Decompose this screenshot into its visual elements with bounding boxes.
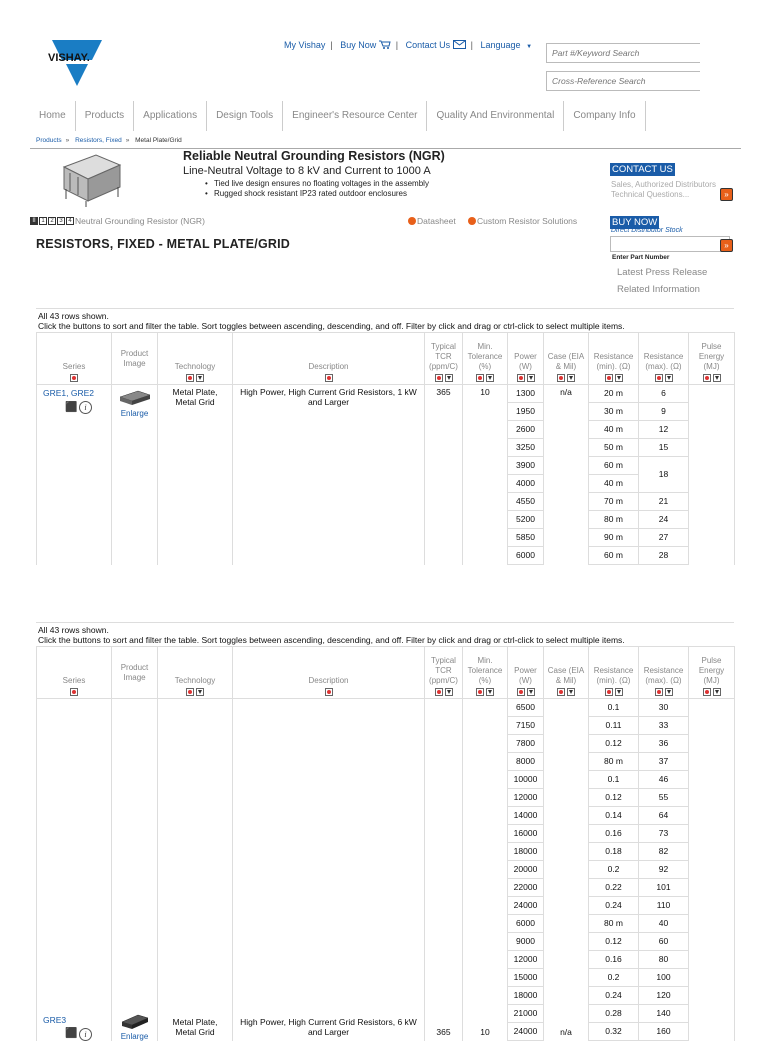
banner-pager — [30, 216, 205, 226]
ngr-product-image[interactable] — [56, 151, 124, 209]
power-cell: 15000 — [508, 969, 544, 987]
tolerance-cell: 10 — [463, 385, 508, 565]
col-power: Power (W) — [508, 647, 544, 699]
pdf-icon[interactable]: ⬛ — [65, 1028, 78, 1039]
sort-button[interactable] — [517, 688, 525, 696]
col-power: Power (W) — [508, 333, 544, 385]
filter-button[interactable] — [567, 374, 575, 382]
rmin-cell: 0.16 — [589, 951, 639, 969]
image-cell — [112, 699, 158, 915]
datasheet-link[interactable] — [408, 216, 456, 226]
technology-cell — [158, 699, 233, 915]
tcr-cell: 365 — [425, 915, 463, 1041]
rmax-cell: 30 — [639, 699, 689, 717]
filter-button[interactable] — [713, 688, 721, 696]
power-cell: 22000 — [508, 879, 544, 897]
power-cell: 14000 — [508, 807, 544, 825]
rmin-cell: 0.12 — [589, 933, 639, 951]
rmax-cell: 46 — [639, 771, 689, 789]
sort-button[interactable] — [655, 688, 663, 696]
logo-text: VISHAY. — [48, 52, 90, 64]
top-nav: My Vishay | Buy Now | Contact Us | Language ▼ — [284, 40, 533, 50]
power-cell: 1300 — [508, 385, 544, 403]
pulse-cell — [689, 385, 735, 565]
feature-subtitle: Line-Neutral Voltage to 8 kV and Current to 1000 A — [183, 165, 431, 177]
col-tolerance: Min. Tolerance (%) — [463, 333, 508, 385]
power-cell: 4000 — [508, 475, 544, 493]
rmin-cell: 0.11 — [589, 717, 639, 735]
filter-button[interactable] — [486, 374, 494, 382]
pulse-cell — [689, 915, 735, 1041]
tcr-cell: 365 — [425, 385, 463, 565]
nav-applications[interactable]: Applications — [134, 101, 207, 131]
power-cell: 10000 — [508, 771, 544, 789]
rmax-cell: 80 — [639, 951, 689, 969]
power-cell: 1950 — [508, 403, 544, 421]
table-instructions: Click the buttons to sort and filter the table. Sort toggles between ascending, descending, and off. Filter by click and drag or ctrl-click to select multiple items. — [38, 635, 625, 645]
rmin-cell: 30 m — [589, 403, 639, 421]
sort-button[interactable] — [476, 374, 484, 382]
case-cell — [544, 699, 589, 915]
sort-button[interactable] — [655, 374, 663, 382]
power-cell: 18000 — [508, 987, 544, 1005]
part-number-input[interactable] — [610, 236, 730, 252]
banner-caption: Neutral Grounding Resistor (NGR) — [75, 216, 205, 226]
power-cell: 18000 — [508, 843, 544, 861]
keyword-search-input[interactable] — [546, 43, 700, 63]
sort-button[interactable] — [476, 688, 484, 696]
rmax-cell: 55 — [639, 789, 689, 807]
col-technology: Technology — [158, 333, 233, 385]
power-cell: 5200 — [508, 511, 544, 529]
rmin-cell: 0.1 — [589, 699, 639, 717]
rmax-cell: 110 — [639, 897, 689, 915]
pager-3[interactable]: 3 — [57, 217, 65, 225]
sort-button[interactable] — [703, 374, 711, 382]
part-number-hint: Enter Part Number — [612, 254, 670, 261]
col-technology: Technology — [158, 647, 233, 699]
power-cell: 6000 — [508, 915, 544, 933]
col-pulse: Pulse Energy (MJ) — [689, 647, 735, 699]
tcr-cell — [425, 699, 463, 915]
rmin-cell: 0.2 — [589, 861, 639, 879]
power-cell: 20000 — [508, 861, 544, 879]
arrow-icon — [408, 217, 416, 225]
rmax-cell: 37 — [639, 753, 689, 771]
rmin-cell: 70 m — [589, 493, 639, 511]
series-cell — [37, 699, 112, 915]
breadcrumb-products[interactable]: Products — [36, 137, 62, 144]
cross-reference-search-input[interactable] — [546, 71, 700, 91]
rmax-cell: 12 — [639, 421, 689, 439]
rmax-cell: 101 — [639, 879, 689, 897]
envelope-icon[interactable] — [453, 40, 466, 49]
rmin-cell: 0.12 — [589, 735, 639, 753]
description-cell — [233, 699, 425, 915]
power-cell: 2600 — [508, 421, 544, 439]
rmax-cell: 64 — [639, 807, 689, 825]
tolerance-cell: 10 — [463, 915, 508, 1041]
series-cell — [37, 915, 112, 1041]
product-table-1 — [36, 308, 734, 565]
power-cell: 8000 — [508, 753, 544, 771]
rmin-cell: 80 m — [589, 753, 639, 771]
rows-shown: All 43 rows shown. — [38, 311, 109, 321]
feature-bullet: • Rugged shock resistant IP23 rated outdoor enclosures — [214, 189, 429, 199]
filter-button[interactable] — [486, 688, 494, 696]
rmin-cell: 40 m — [589, 475, 639, 493]
chevron-down-icon[interactable]: ▼ — [526, 44, 533, 50]
tolerance-cell — [463, 699, 508, 915]
image-cell — [112, 915, 158, 1041]
power-cell: 6500 — [508, 699, 544, 717]
col-case: Case (EIA & Mil) — [544, 333, 589, 385]
col-series: Series — [37, 647, 112, 699]
sort-button[interactable] — [70, 688, 78, 696]
latest-press-release-link[interactable]: Latest Press Release — [617, 267, 708, 278]
filter-button[interactable] — [713, 374, 721, 382]
col-tolerance: Min. Tolerance (%) — [463, 647, 508, 699]
sort-button[interactable] — [435, 688, 443, 696]
contact-go-button[interactable]: » — [720, 188, 733, 201]
nav-design-tools[interactable]: Design Tools — [207, 101, 283, 131]
power-cell: 6000 — [508, 547, 544, 565]
technology-cell: Metal Plate, Metal Grid — [158, 385, 233, 565]
image-cell — [112, 385, 158, 565]
enlarge-link[interactable]: Enlarge — [120, 1031, 149, 1041]
language-link[interactable]: Language — [480, 40, 521, 50]
buy-go-button[interactable]: » — [720, 239, 733, 252]
power-cell: 12000 — [508, 951, 544, 969]
info-icon[interactable]: i — [79, 401, 92, 414]
power-cell: 3900 — [508, 457, 544, 475]
col-description: Description — [233, 333, 425, 385]
gre1-thumbnail[interactable] — [118, 389, 152, 407]
rmax-cell: 60 — [639, 933, 689, 951]
direct-stock-label: Direct Distributor Stock — [611, 227, 683, 234]
rmax-cell: 140 — [639, 1005, 689, 1023]
rmin-cell: 0.24 — [589, 897, 639, 915]
rmin-cell: 0.22 — [589, 879, 639, 897]
power-cell: 7150 — [508, 717, 544, 735]
rmax-cell: 9 — [639, 403, 689, 421]
enlarge-link[interactable]: Enlarge — [120, 409, 149, 418]
main-nav — [30, 101, 646, 131]
info-icon[interactable]: i — [79, 1028, 92, 1041]
rows-shown: All 43 rows shown. — [38, 625, 109, 635]
rmax-cell: 6 — [639, 385, 689, 403]
sort-button[interactable] — [186, 688, 194, 696]
case-cell: n/a — [544, 385, 589, 565]
col-tcr: Typical TCR (ppm/C) — [425, 647, 463, 699]
series-link-gre3[interactable]: GRE3 — [43, 1014, 67, 1025]
rmax-cell: 120 — [639, 987, 689, 1005]
power-cell: 3250 — [508, 439, 544, 457]
col-case: Case (EIA & Mil) — [544, 647, 589, 699]
feature-bullets — [214, 179, 429, 199]
sort-button[interactable] — [186, 374, 194, 382]
page-title: RESISTORS, FIXED - METAL PLATE/GRID — [36, 237, 291, 251]
gre3-thumbnail[interactable] — [118, 1012, 152, 1030]
power-cell: 21000 — [508, 1005, 544, 1023]
buy-now-link[interactable]: Buy Now — [340, 40, 377, 50]
rmin-cell: 0.24 — [589, 987, 639, 1005]
power-cell: 24000 — [508, 1023, 544, 1041]
contact-us-link[interactable]: Contact Us — [405, 40, 451, 50]
filter-button[interactable] — [567, 688, 575, 696]
col-rmax: Resistance (max). (Ω) — [639, 647, 689, 699]
sort-button[interactable] — [605, 688, 613, 696]
buy-now-heading[interactable]: BUY NOW — [612, 217, 658, 228]
power-cell: 7800 — [508, 735, 544, 753]
rmax-cell: 33 — [639, 717, 689, 735]
col-rmin: Resistance (min). (Ω) — [589, 647, 639, 699]
rmax-cell: 27 — [639, 529, 689, 547]
rmax-cell: 160 — [639, 1023, 689, 1041]
case-cell: n/a — [544, 915, 589, 1041]
power-cell: 9000 — [508, 933, 544, 951]
sort-button[interactable] — [325, 374, 333, 382]
product-table-2 — [36, 622, 734, 1041]
sort-button[interactable] — [703, 688, 711, 696]
col-image: Product Image — [112, 333, 158, 385]
rmin-cell: 0.32 — [589, 1023, 639, 1041]
col-pulse: Pulse Energy (MJ) — [689, 333, 735, 385]
rmin-cell: 80 m — [589, 915, 639, 933]
col-rmax: Resistance (max). (Ω) — [639, 333, 689, 385]
cart-icon[interactable] — [379, 40, 391, 49]
feature-bullet: • Tied live design ensures no floating voltages in the assembly — [214, 179, 429, 189]
sort-button[interactable] — [435, 374, 443, 382]
pager-2[interactable]: 2 — [48, 217, 56, 225]
technology-cell: Metal Plate, Metal Grid — [158, 915, 233, 1041]
rmin-cell: 40 m — [589, 421, 639, 439]
power-cell: 12000 — [508, 789, 544, 807]
custom-solutions-label: Custom Resistor Solutions — [477, 216, 578, 226]
rmin-cell: 0.12 — [589, 789, 639, 807]
filter-button[interactable] — [615, 374, 623, 382]
sort-button[interactable] — [70, 374, 78, 382]
rmin-cell: 60 m — [589, 547, 639, 565]
description-cell: High Power, High Current Grid Resistors, 1 kW and Larger — [233, 385, 425, 565]
power-cell: 16000 — [508, 825, 544, 843]
rmin-cell: 60 m — [589, 457, 639, 475]
rmax-cell: 24 — [639, 511, 689, 529]
feature-title[interactable]: Reliable Neutral Grounding Resistors (NGR) — [183, 149, 445, 163]
sort-button[interactable] — [325, 688, 333, 696]
breadcrumb-resistors-fixed[interactable]: Resistors, Fixed — [75, 137, 122, 144]
rmax-cell: 21 — [639, 493, 689, 511]
filter-button[interactable] — [196, 374, 204, 382]
rmax-cell: 15 — [639, 439, 689, 457]
col-description: Description — [233, 647, 425, 699]
rmax-cell: 18 — [639, 457, 689, 493]
rmax-cell: 36 — [639, 735, 689, 753]
sort-button[interactable] — [605, 374, 613, 382]
power-cell: 24000 — [508, 897, 544, 915]
rmax-cell: 40 — [639, 915, 689, 933]
filter-button[interactable] — [665, 688, 673, 696]
pause-button[interactable]: II — [30, 217, 38, 225]
rmin-cell: 0.16 — [589, 825, 639, 843]
filter-button[interactable] — [527, 374, 535, 382]
rmin-cell: 0.2 — [589, 969, 639, 987]
rmin-cell: 20 m — [589, 385, 639, 403]
breadcrumb-current: Metal Plate/Grid — [135, 137, 182, 144]
contact-us-heading[interactable]: CONTACT US — [612, 164, 673, 175]
nav-engineers-resource-center[interactable]: Engineer's Resource Center — [283, 101, 427, 131]
pulse-cell — [689, 699, 735, 915]
rmin-cell: 0.28 — [589, 1005, 639, 1023]
col-image: Product Image — [112, 647, 158, 699]
rmin-cell: 50 m — [589, 439, 639, 457]
rmin-cell: 80 m — [589, 511, 639, 529]
series-link-gre1[interactable]: GRE1, GRE2 — [43, 388, 95, 398]
table-instructions: Click the buttons to sort and filter the table. Sort toggles between ascending, descending, and off. Filter by click and drag or ctrl-click to select multiple items. — [38, 321, 625, 331]
pager-4[interactable]: 4 — [66, 217, 74, 225]
datasheet-label: Datasheet — [417, 216, 456, 226]
pager-1[interactable]: 1 — [39, 217, 47, 225]
filter-button[interactable] — [615, 688, 623, 696]
contact-line-1[interactable]: Sales, Authorized Distributors — [611, 180, 716, 189]
pdf-icon[interactable]: ⬛ — [65, 401, 78, 413]
nav-quality-environmental[interactable]: Quality And Environmental — [427, 101, 564, 131]
rmin-cell: 0.14 — [589, 807, 639, 825]
nav-company-info[interactable]: Company Info — [564, 101, 645, 131]
arrow-icon — [468, 217, 476, 225]
power-cell: 4550 — [508, 493, 544, 511]
rmax-cell: 100 — [639, 969, 689, 987]
contact-line-2[interactable]: Technical Questions... — [611, 190, 690, 199]
breadcrumb: Products » Resistors, Fixed » Metal Plate/Grid — [36, 137, 182, 144]
filter-button[interactable] — [527, 688, 535, 696]
vishay-logo[interactable] — [46, 38, 108, 86]
rmax-cell: 82 — [639, 843, 689, 861]
my-vishay-link[interactable]: My Vishay — [284, 40, 326, 50]
sort-button[interactable] — [557, 688, 565, 696]
rmin-cell: 90 m — [589, 529, 639, 547]
sort-button[interactable] — [557, 374, 565, 382]
col-rmin: Resistance (min). (Ω) — [589, 333, 639, 385]
col-series: Series — [37, 333, 112, 385]
rmin-cell: 0.1 — [589, 771, 639, 789]
description-cell: High Power, High Current Grid Resistors, 6 kW and Larger — [233, 915, 425, 1041]
related-information-link[interactable]: Related Information — [617, 284, 700, 295]
series-cell — [37, 385, 112, 565]
filter-button[interactable] — [196, 688, 204, 696]
rmax-cell: 92 — [639, 861, 689, 879]
nav-home[interactable]: Home — [30, 101, 76, 131]
rmax-cell: 28 — [639, 547, 689, 565]
col-tcr: Typical TCR (ppm/C) — [425, 333, 463, 385]
rmin-cell: 0.18 — [589, 843, 639, 861]
nav-products[interactable]: Products — [76, 101, 134, 131]
filter-button[interactable] — [445, 688, 453, 696]
sort-button[interactable] — [517, 374, 525, 382]
filter-button[interactable] — [665, 374, 673, 382]
custom-solutions-link[interactable] — [468, 216, 577, 226]
rmax-cell: 73 — [639, 825, 689, 843]
filter-button[interactable] — [445, 374, 453, 382]
power-cell: 5850 — [508, 529, 544, 547]
